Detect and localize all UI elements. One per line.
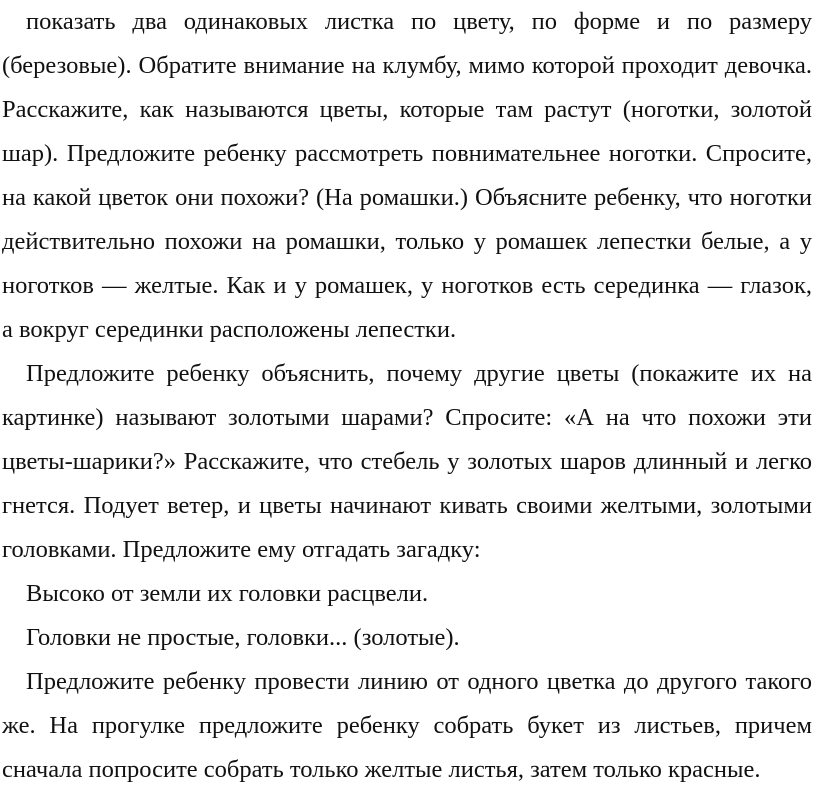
riddle-line-2: Головки не простые, головки... (золотые). — [26, 624, 460, 651]
paragraph-3-line-1: Предложите ребенку провести линию от одного цветка до другого такого — [26, 668, 812, 695]
paragraph-1-line-7: ноготков — желтые. Как и у ромашек, у ноготков есть серединка — глазок, — [2, 272, 812, 299]
paragraph-1-line-8: а вокруг серединки расположены лепестки. — [2, 316, 457, 343]
paragraph-2-line-1: Предложите ребенку объяснить, почему другие цветы (покажите их на — [26, 360, 812, 387]
paragraph-1-line-2: (березовые). Обратите внимание на клумбу, мимо которой проходит девочка. — [2, 52, 812, 79]
paragraph-2-line-5: головками. Предложите ему отгадать загадку: — [2, 536, 481, 563]
paragraph-3-line-3: сначала попросите собрать только желтые листья, затем только красные. — [2, 756, 761, 783]
paragraph-3-line-2: же. На прогулке предложите ребенку собрать букет из листьев, причем — [2, 712, 812, 739]
paragraph-1-line-3: Расскажите, как называются цветы, которые там растут (ноготки, золотой — [2, 96, 812, 123]
paragraph-1-line-5: на какой цветок они похожи? (На ромашки.) Объясните ребенку, что ноготки — [2, 184, 812, 211]
riddle-line-1: Высоко от земли их головки расцвели. — [26, 580, 429, 607]
paragraph-1-line-4: шар). Предложите ребенку рассмотреть повнимательнее ноготки. Спросите, — [2, 140, 812, 167]
paragraph-1-line-6: действительно похожи на ромашки, только у ромашек лепестки белые, а у — [2, 228, 812, 255]
paragraph-2-line-3: цветы-шарики?» Расскажите, что стебель у золотых шаров длинный и легко — [2, 448, 812, 475]
paragraph-1-line-1: показать два одинаковых листка по цвету, по форме и по размеру — [26, 8, 812, 35]
paragraph-2-line-4: гнется. Подует ветер, и цветы начинают кивать своими желтыми, золотыми — [2, 492, 812, 519]
paragraph-2-line-2: картинке) называют золотыми шарами? Спросите: «А на что похожи эти — [2, 404, 812, 431]
